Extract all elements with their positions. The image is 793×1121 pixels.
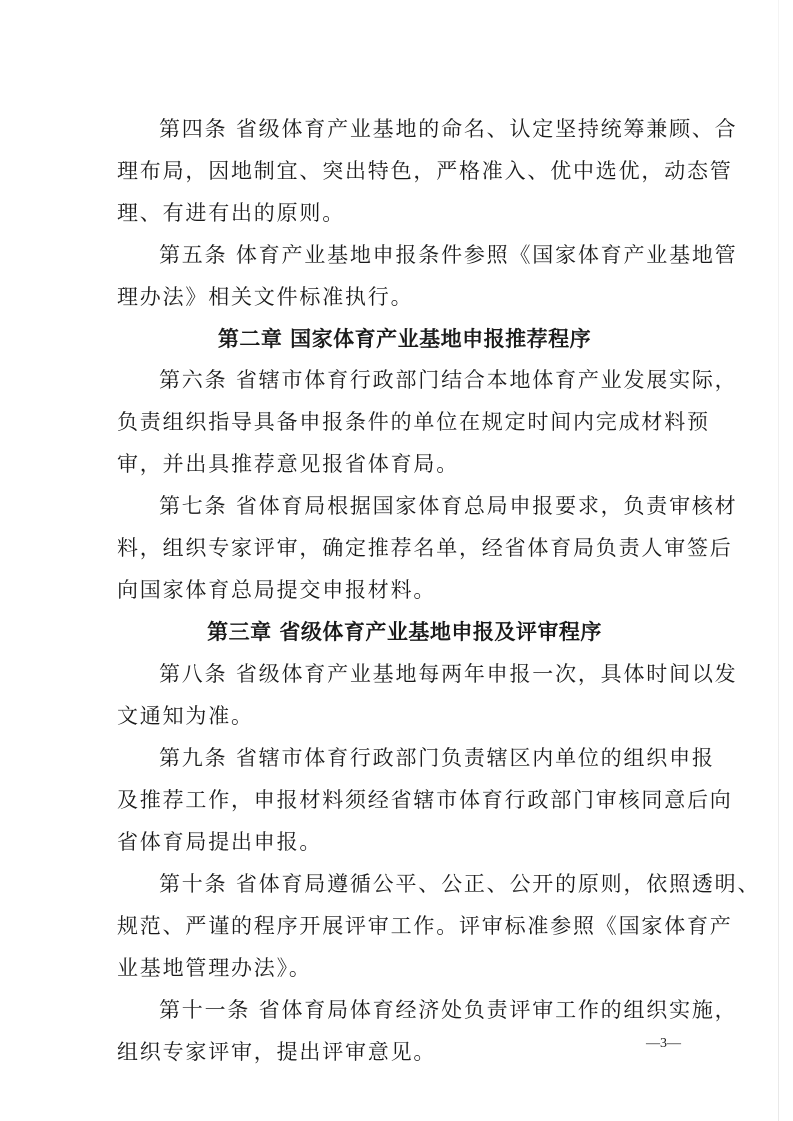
article-11-line-1: 第十一条 省体育局体育经济处负责评审工作的组织实施， xyxy=(159,998,738,1022)
article-10-line-2: 规范、严谨的程序开展评审工作。评审标准参照《国家体育产 xyxy=(117,914,733,938)
article-4-line-2: 理布局，因地制宜、突出特色，严格准入、优中选优，动态管 xyxy=(117,159,733,183)
article-11-line-2: 组织专家评审，提出评审意见。 xyxy=(117,1040,437,1064)
article-7-line-1: 第七条 省体育局根据国家体育总局申报要求，负责审核材 xyxy=(159,494,738,518)
chapter-2-heading: 第二章 国家体育产业基地申报推荐程序 xyxy=(217,327,592,351)
article-6-line-1: 第六条 省辖市体育行政部门结合本地体育产业发展实际， xyxy=(159,368,738,392)
article-4-line-3: 理、有进有出的原则。 xyxy=(117,201,345,225)
article-6-line-2: 负责组织指导具备申报条件的单位在规定时间内完成材料预 xyxy=(117,410,710,434)
article-8-line-1: 第八条 省级体育产业基地每两年申报一次，具体时间以发 xyxy=(159,662,738,686)
article-10-line-1: 第十条 省体育局遵循公平、公正、公开的原则，依照透明、 xyxy=(159,872,761,896)
article-9-line-1: 第九条 省辖市体育行政部门负责辖区内单位的组织申报 xyxy=(159,746,715,770)
article-8-line-2: 文通知为准。 xyxy=(117,704,254,728)
article-7-line-2: 料，组织专家评审，确定推荐名单，经省体育局负责人审签后 xyxy=(117,536,733,560)
page-number: —3— xyxy=(646,1036,681,1051)
article-10-line-3: 业基地管理办法》。 xyxy=(117,956,312,980)
article-6-line-3: 审，并出具推荐意见报省体育局。 xyxy=(117,452,459,476)
scan-edge xyxy=(778,0,779,1121)
article-4-line-1: 第四条 省级体育产业基地的命名、认定坚持统筹兼顾、合 xyxy=(159,117,738,141)
article-9-line-2: 及推荐工作，申报材料须经省辖市体育行政部门审核同意后向 xyxy=(117,788,733,812)
chapter-3-heading: 第三章 省级体育产业基地申报及评审程序 xyxy=(207,620,602,644)
article-5-line-2: 理办法》相关文件标准执行。 xyxy=(117,285,414,309)
article-9-line-3: 省体育局提出申报。 xyxy=(117,830,323,854)
article-7-line-3: 向国家体育总局提交申报材料。 xyxy=(117,578,437,602)
article-5-line-1: 第五条 体育产业基地申报条件参照《国家体育产业基地管 xyxy=(159,243,738,267)
